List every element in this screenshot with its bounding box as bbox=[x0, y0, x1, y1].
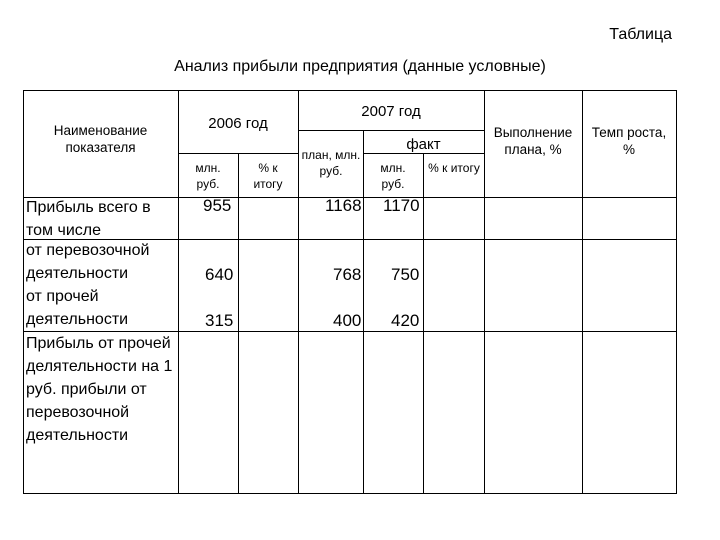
cell-plan-transport: 768 bbox=[333, 265, 362, 284]
header-plan: план, млн. руб. bbox=[301, 148, 361, 178]
col-divider-name bbox=[178, 90, 179, 494]
header-fact: факт bbox=[406, 136, 441, 153]
row-name-total: Прибыль всего в том числе bbox=[26, 199, 151, 239]
divider-2007-subheader bbox=[298, 130, 484, 131]
cell-2006-transport: 640 bbox=[205, 265, 234, 284]
header-2006: 2006 год bbox=[208, 115, 268, 132]
cell-2006-other: 315 bbox=[205, 311, 234, 330]
cell-fact-transport: 750 bbox=[391, 265, 420, 284]
header-fact-mln: млн. руб. bbox=[380, 161, 406, 191]
col-divider-fact-pct bbox=[423, 153, 424, 494]
header-fulfillment: Выполнение плана, % bbox=[493, 125, 573, 157]
row-name-transport: от перевозочной деятельности bbox=[26, 242, 150, 282]
col-divider-2006-pct bbox=[238, 153, 239, 494]
table-border-right bbox=[676, 90, 677, 494]
col-divider-plan-fact bbox=[363, 130, 364, 494]
cell-fact-total: 1170 bbox=[383, 196, 420, 215]
col-divider-2006-2007 bbox=[298, 90, 299, 494]
table-border-bottom bbox=[23, 493, 677, 494]
header-2006-pct: % к итогу bbox=[253, 161, 283, 191]
header-2007: 2007 год bbox=[361, 103, 421, 120]
profit-analysis-table bbox=[23, 90, 677, 494]
table-caption: Таблица bbox=[609, 26, 672, 43]
cell-fact-other: 420 bbox=[391, 311, 420, 330]
header-name: Наименование показателя bbox=[53, 123, 148, 155]
cell-plan-total: 1168 bbox=[325, 196, 362, 215]
col-divider-fulfillment-growth bbox=[582, 90, 583, 494]
header-growth-rate: Темп роста, % bbox=[591, 125, 667, 157]
table-border-top bbox=[23, 90, 677, 91]
table-border-left bbox=[23, 90, 24, 494]
page-title: Анализ прибыли предприятия (данные условные) bbox=[174, 58, 546, 75]
header-fact-pct: % к итогу bbox=[428, 161, 480, 175]
row-name-ratio: Прибыль от прочей делятельности на 1 руб. прибыли от перевозочной деятельности bbox=[26, 335, 173, 444]
cell-plan-other: 400 bbox=[333, 311, 362, 330]
cell-2006-total: 955 bbox=[203, 196, 232, 215]
row-name-other: от прочей деятельности bbox=[26, 288, 129, 328]
header-2006-mln: млн. руб. bbox=[195, 161, 221, 191]
